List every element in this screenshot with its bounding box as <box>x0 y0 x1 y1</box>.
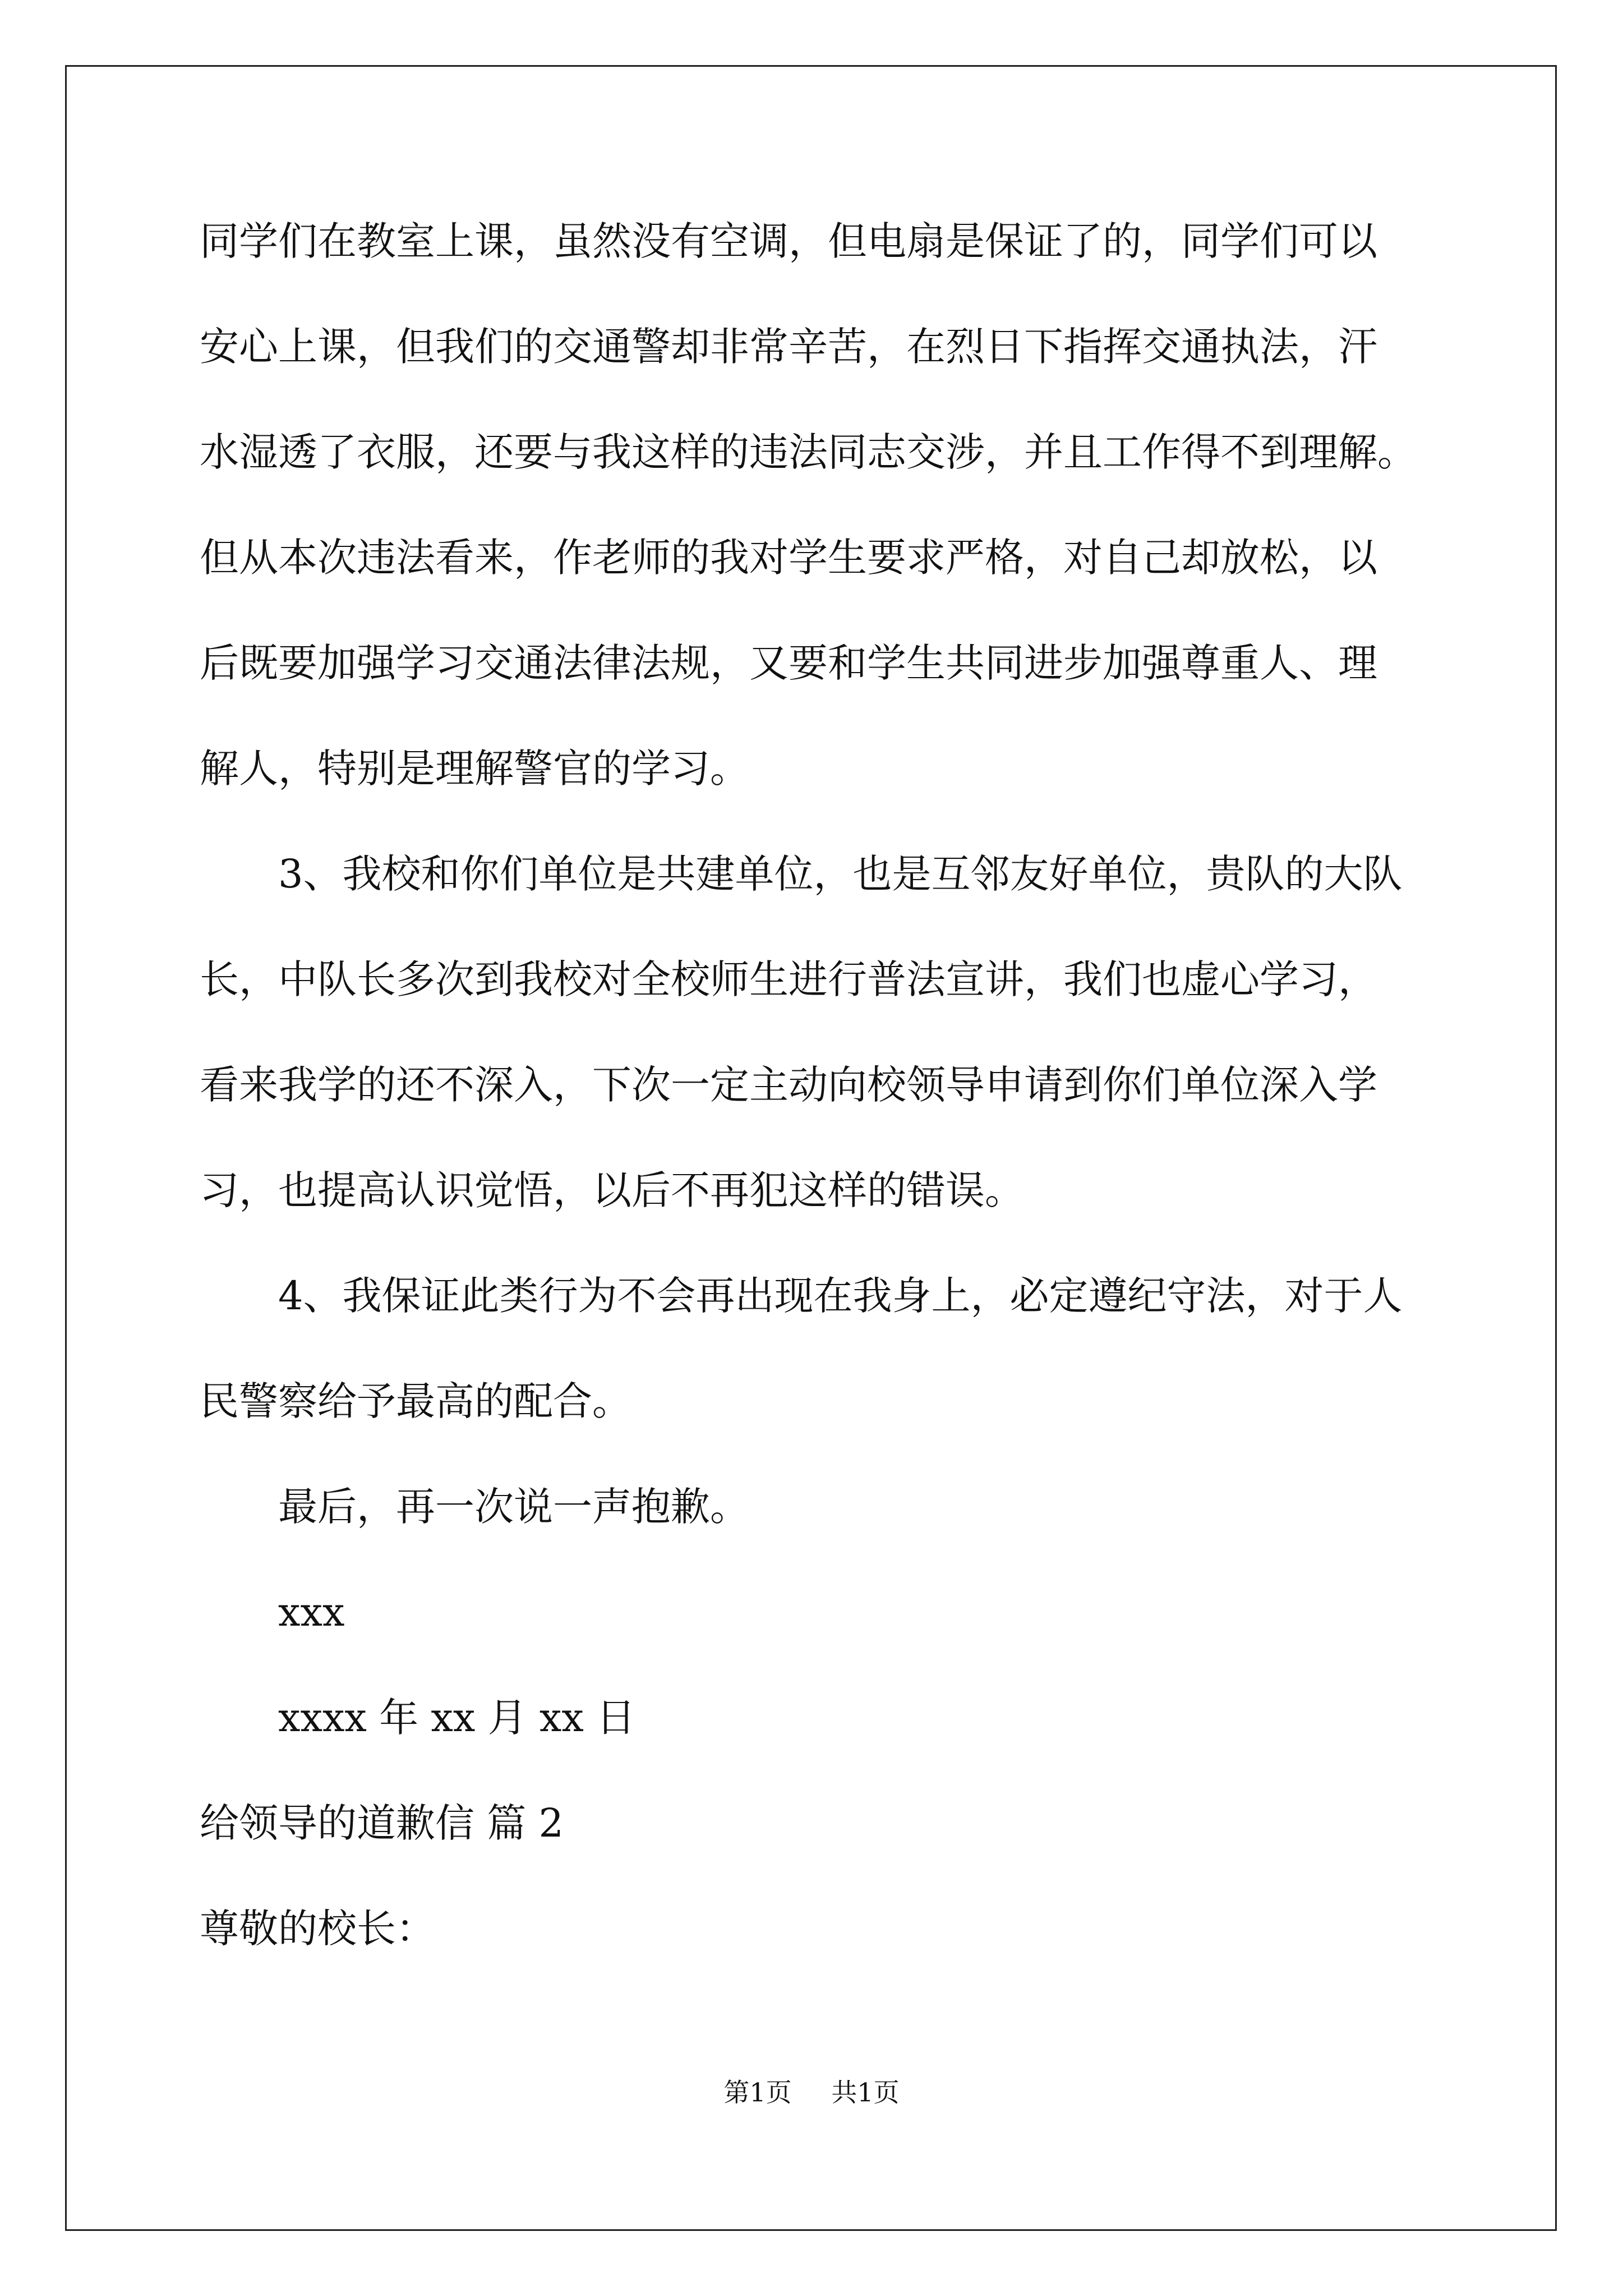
salutation: 尊敬的校长： <box>200 1906 435 1952</box>
paragraph-line: 同学们在教室上课，虽然没有空调，但电扇是保证了的，同学们可以 <box>200 218 1377 264</box>
page-number-current: 第1页 <box>723 2077 792 2108</box>
page-number-total: 共1页 <box>831 2077 900 2108</box>
signature-date: xxxx 年 xx 月 xx 日 <box>278 1695 636 1741</box>
page-footer <box>0 2076 1623 2109</box>
paragraph-line: 看来我学的还不深入，下次一定主动向校领导申请到你们单位深入学 <box>200 1062 1377 1108</box>
paragraph-line: 长，中队长多次到我校对全校师生进行普法宣讲，我们也虚心学习， <box>200 956 1377 1002</box>
paragraph-line: 3、我校和你们单位是共建单位，也是互邻友好单位，贵队的大队 <box>278 851 1403 897</box>
section-heading: 给领导的道歉信 篇 2 <box>200 1800 564 1846</box>
paragraph-line: 民警察给予最高的配合。 <box>200 1378 631 1424</box>
paragraph-line: 水湿透了衣服，还要与我这样的违法同志交涉，并且工作得不到理解。 <box>200 429 1417 475</box>
paragraph-line: 4、我保证此类行为不会再出现在我身上，必定遵纪守法，对于人 <box>278 1273 1403 1319</box>
closing-line: 最后，再一次说一声抱歉。 <box>278 1484 749 1530</box>
paragraph-line: 安心上课，但我们的交通警却非常辛苦，在烈日下指挥交通执法，汗 <box>200 324 1377 370</box>
paragraph-line: 解人，特别是理解警官的学习。 <box>200 746 749 792</box>
paragraph-line: 后既要加强学习交通法律法规，又要和学生共同进步加强尊重人、理 <box>200 640 1377 686</box>
paragraph-line: 习，也提高认识觉悟，以后不再犯这样的错误。 <box>200 1167 1024 1213</box>
signature-name: xxx <box>278 1589 345 1635</box>
paragraph-line: 但从本次违法看来，作老师的我对学生要求严格，对自己却放松，以 <box>200 535 1377 581</box>
